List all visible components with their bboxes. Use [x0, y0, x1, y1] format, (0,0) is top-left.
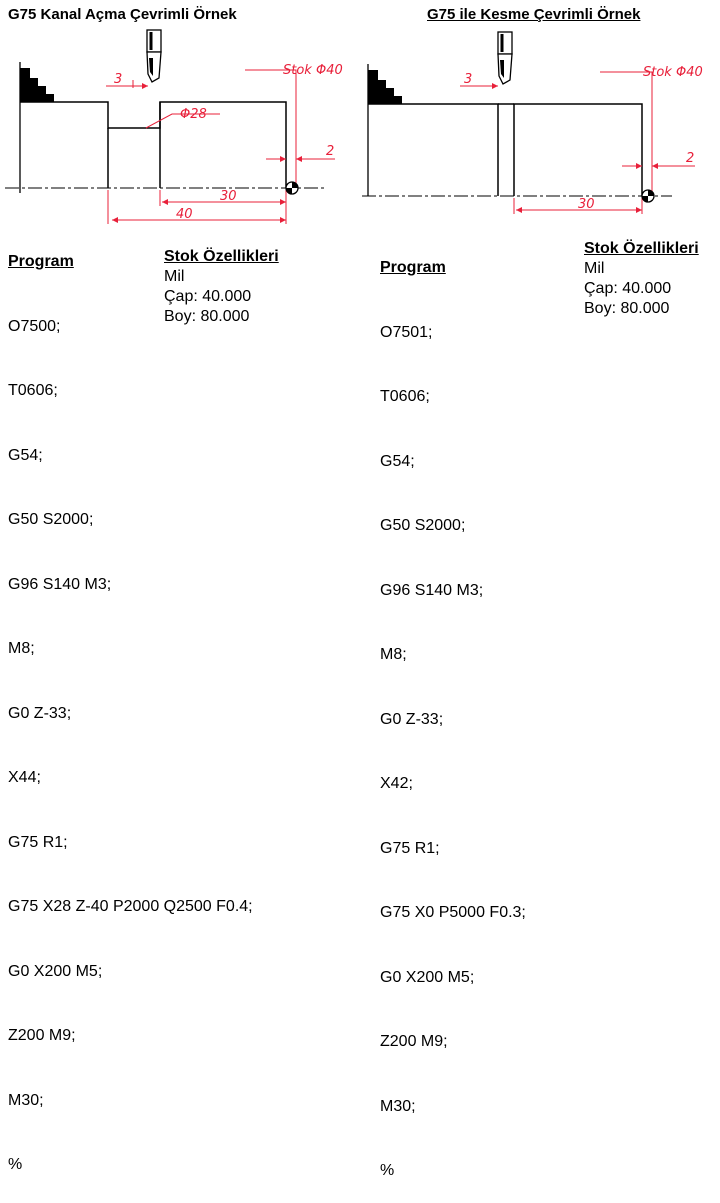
program-line: Z200 M9; [380, 1033, 448, 1050]
stock-line: Çap: 40.000 [584, 280, 672, 297]
program-line: T0606; [380, 388, 430, 405]
right-title: G75 ile Kesme Çevrimli Örnek [427, 6, 641, 23]
stock-line: Mil [584, 260, 605, 277]
left-dim-2: 2 [326, 144, 335, 159]
right-dim-2: 2 [686, 151, 695, 166]
workpiece-origin-icon [642, 190, 654, 202]
left-dim-30: 30 [220, 189, 237, 204]
stock-line: Boy: 80.000 [584, 300, 670, 317]
program-line: G54; [380, 452, 415, 470]
program-line: X42; [380, 775, 413, 792]
program-line: G0 Z-33; [8, 704, 72, 722]
program-line: G75 X0 P5000 F0.3; [380, 904, 526, 921]
program-line: T0606; [8, 382, 58, 399]
left-program-heading: Program [8, 253, 74, 270]
program-line: G0 X200 M5; [380, 968, 475, 986]
program-line: G0 X200 M5; [8, 962, 103, 980]
program-line: M30; [380, 1097, 416, 1115]
right-parting-drawing [360, 28, 720, 233]
left-stock-heading: Stok Özellikleri [164, 248, 279, 265]
cutting-tool-icon [498, 32, 512, 84]
program-line: % [380, 1162, 395, 1179]
program-line: M8; [380, 646, 407, 663]
stock-line: Boy: 80.000 [164, 308, 250, 325]
program-line: G50 S2000; [380, 517, 466, 534]
chuck-jaw-icon [368, 70, 402, 104]
program-line: M8; [8, 640, 35, 657]
workpiece-origin-icon [286, 182, 298, 194]
program-line: G75 X28 Z-40 P2000 Q2500 F0.4; [8, 898, 253, 915]
left-stock-label: Stok Φ40 [283, 63, 343, 78]
right-dim-3: 3 [464, 72, 473, 87]
program-line: M30; [8, 1091, 44, 1109]
program-line: % [8, 1156, 23, 1173]
program-line: G96 S140 M3; [8, 575, 112, 593]
program-line: Z200 M9; [8, 1027, 76, 1044]
stock-line: Mil [164, 268, 185, 285]
chuck-jaw-icon [20, 68, 54, 102]
right-stock-heading: Stok Özellikleri [584, 240, 699, 257]
left-dim-40: 40 [176, 207, 193, 222]
right-program [380, 214, 526, 1203]
left-stock-properties [164, 247, 279, 327]
program-line: G0 Z-33; [380, 710, 444, 728]
program-line: X44; [8, 769, 41, 786]
right-stock-properties [584, 239, 699, 319]
program-line: G50 S2000; [8, 511, 94, 528]
left-title: G75 Kanal Açma Çevrimli Örnek [8, 6, 237, 23]
right-dim-30: 30 [578, 197, 595, 212]
stock-line: Çap: 40.000 [164, 288, 252, 305]
left-dim-28: Φ28 [180, 107, 207, 122]
left-dim-3: 3 [114, 72, 123, 87]
program-line: O7501; [380, 323, 433, 341]
left-program [8, 208, 253, 1197]
cutting-tool-icon [147, 30, 161, 82]
program-line: G75 R1; [8, 833, 68, 851]
right-stock-label: Stok Φ40 [643, 65, 703, 80]
program-line: G75 R1; [380, 839, 440, 857]
left-groove-drawing [0, 28, 360, 233]
program-line: G96 S140 M3; [380, 581, 484, 599]
right-program-heading: Program [380, 259, 446, 276]
program-line: O7500; [8, 317, 61, 335]
program-line: G54; [8, 446, 43, 464]
